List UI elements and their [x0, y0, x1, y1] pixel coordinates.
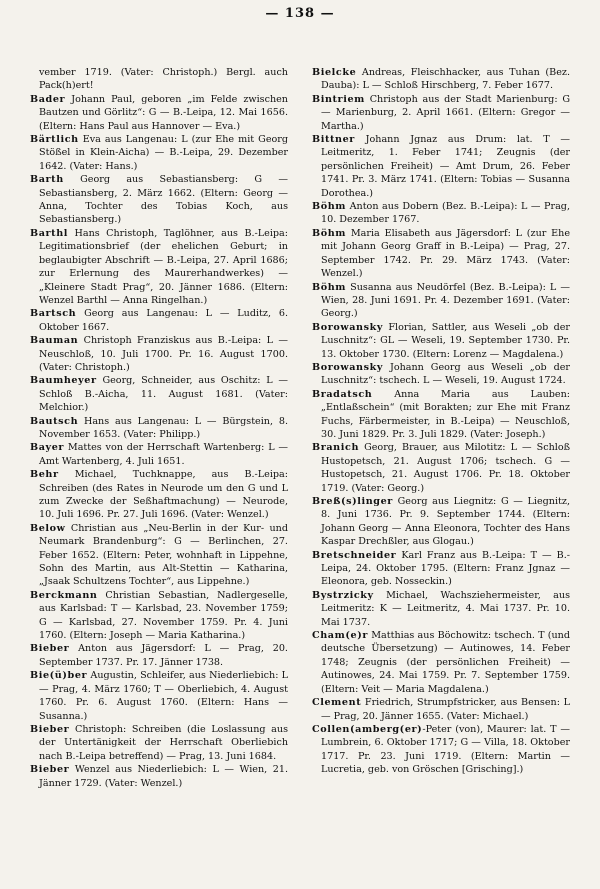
entry-text: Hans Christoph, Taglöhner, aus B.-Leipa: Legitimationsbrief (der ehelichen Geburt; in beglaubigter Abschrift — B.-Leipa, 27. April 1686; zur Erlernung des Maurerhandwerkes) — „Kleinere Stadt Prag“, 20. Jänner 1686. (Eltern: Wenzel Barthl — Anna Ringelhan.) [39, 227, 288, 306]
entry-surname: Borowansky [312, 361, 384, 373]
entry-text: Georg, Brauer, aus Milotitz: L — Schloß Hustopetsch, 21. August 1706; tschech. G — Hustopetsch, 21. August 1706. Pr. 18. Oktober 1719. (Vater: Georg.) [321, 442, 570, 494]
register-entry [30, 173, 288, 227]
entry-surname: Bradatsch [312, 388, 373, 400]
register-entry [30, 93, 288, 133]
entry-surname: Bayer [30, 442, 65, 454]
register-entry [312, 93, 570, 133]
entry-surname: Breß(s)linger [312, 496, 393, 507]
register-entry [30, 66, 288, 93]
entry-text: Karl Franz aus B.-Leipa: T — B.-Leipa, 24. Oktober 1795. (Eltern: Franz Jgnaz — Eleonora, geb. Nosseckin.) [321, 549, 570, 588]
register-entry [30, 669, 288, 723]
entry-surname: Bautsch [30, 415, 79, 427]
register-entry [312, 723, 570, 777]
entry-text: Georg aus Sebastiansberg: G — Sebastiansberg, 2. März 1662. (Eltern: Georg — Anna, Tochter des Tobias Koch, aus Sebastiansberg.) [39, 174, 288, 226]
entry-text: Eva aus Langenau: L (zur Ehe mit Georg Stößel in Klein-Aicha) — B.-Leipa, 29. Dezember 1642. (Vater: Hans.) [39, 134, 288, 172]
entry-text: Andreas, Fleischhacker, aus Tuhan (Bez. Dauba): L — Schloß Hirschberg, 7. Feber 1677. [321, 67, 570, 92]
register-entry [30, 441, 288, 468]
register-entry [312, 549, 570, 589]
entry-surname: Böhm [312, 227, 347, 239]
page-number: — 138 — [265, 6, 335, 21]
entry-surname: Bretschneider [312, 549, 397, 561]
entry-surname: Bittner [312, 134, 355, 146]
entry-surname: Borowansky [312, 321, 384, 333]
entry-text: vember 1719. (Vater: Christoph.) Bergl. auch Pack(h)ert! [39, 67, 288, 92]
entry-surname: Clement [312, 697, 362, 709]
register-entry [30, 468, 288, 522]
entry-surname: Bauman [30, 335, 79, 347]
entry-surname: Bie(ü)ber [30, 670, 88, 682]
entry-surname: Bieber [30, 723, 70, 735]
entry-surname: Collen(amberg(er) [312, 723, 423, 735]
entry-surname: Bieber [30, 643, 70, 655]
entry-text: Georg aus Langenau: L — Luditz, 6. Oktober 1667. [39, 308, 288, 333]
entry-surname: Böhm [312, 201, 347, 213]
entry-text: Hans aus Langenau: L — Bürgstein, 8. November 1653. (Vater: Philipp.) [39, 415, 288, 440]
entry-text: -Peter (von), Maurer: lat. T — Lumbrein, 6. Oktober 1717; G — Villa, 18. Oktober 1717. Pr. 23. Juni 1719. (Eltern: Martin — Lucretia, geb. von Gröschen [Grisching].) [321, 723, 570, 776]
register-entry [312, 281, 570, 321]
right-column [312, 66, 570, 777]
entry-text: Johann Georg aus Weseli „ob der Luschnitz“: tschech. L — Weseli, 19. August 1724. [321, 361, 570, 387]
entry-text: Anton aus Dobern (Bez. B.-Leipa): L — Prag, 10. Dezember 1767. [321, 201, 570, 226]
entry-text: Christian aus „Neu-Berlin in der Kur- und Neumark Brandenburg“: G — Berlinchen, 27. Feber 1652. (Eltern: Peter, wohnhaft in Lippehne, Sohn des Martin, aus Alt-Stettin — Katharina, „Jsaak Schultzens Tochter“, aus Lippehne.) [39, 522, 288, 588]
register-entry [312, 321, 570, 361]
entry-text: Maria Elisabeth aus Jägersdorf: L (zur Ehe mit Johann Georg Graff in B.-Leipa) — Prag, 27. September 1742. Pr. 29. März 1743. (Vater: Wenzel.) [321, 227, 570, 280]
entry-text: Florian, Sattler, aus Weseli „ob der Luschnitz“: GL — Weseli, 19. September 1730. Pr. 13. Oktober 1730. (Eltern: Lorenz — Magdalena.) [321, 321, 570, 360]
entry-surname: Barthl [30, 227, 69, 239]
entry-surname: Bystrzicky [312, 589, 374, 601]
entry-text: Johann Jgnaz aus Drum: lat. T — Leitmeritz, 1. Feber 1741; Zeugnis (der persönlichen Freiheit) — Amt Drum, 26. Feber 1741. Pr. 3. März 1741. (Eltern: Tobias — Susanna Dorothea.) [321, 134, 570, 199]
entry-surname: Baumheyer [30, 375, 97, 387]
register-entry [312, 441, 570, 495]
entry-surname: Bieber [30, 764, 70, 776]
register-entry [30, 133, 288, 173]
entry-surname: Bielcke [312, 67, 357, 78]
entry-text: Susanna aus Neudörfel (Bez. B.-Leipa): L — Wien, 28. Juni 1691. Pr. 4. Dezember 1691. (Vater: Georg.) [321, 281, 570, 320]
entry-text: Anna Maria aus Lauben: „Entlaßschein“ (mit Borakten; zur Ehe mit Franz Fuchs, Färbermeister, in B.-Leipa) — Neuschloß, 30. Juni 1829. Pr. 3. Juli 1829. (Vater: Joseph.) [321, 388, 570, 440]
entry-text: Mattes von der Herrschaft Wartenberg: L — Amt Wartenberg, 4. Juli 1651. [39, 442, 288, 467]
register-entry [312, 361, 570, 388]
register-entry [312, 66, 570, 93]
entry-surname: Branich [312, 442, 360, 454]
register-entry [312, 388, 570, 442]
entry-text: Wenzel aus Niederliebich: L — Wien, 21. Jänner 1729. (Vater: Wenzel.) [39, 764, 288, 789]
entry-text: Johann Paul, geboren „im Felde zwischen Bautzen und Görlitz“: G — B.-Leipa, 12. Mai 1656. (Eltern: Hans Paul aus Hannover — Eva.) [39, 93, 288, 132]
register-entry [30, 763, 288, 790]
entry-surname: Bader [30, 93, 66, 105]
entry-text: Matthias aus Böchowitz: tschech. T (und deutsche Übersetzung) — Autinowes, 14. Feber 1748; Zeugnis (der persönlichen Freiheit) — Autinowes, 24. Mai 1759. Pr. 7. September 1759. (Eltern: Veit — Maria Magdalena.) [321, 630, 570, 695]
entry-surname: Behr [30, 469, 59, 481]
register-entry [30, 723, 288, 763]
entry-surname: Below [30, 522, 66, 534]
entry-text: Georg, Schneider, aus Oschitz: L — Schloß B.-Aicha, 11. August 1681. (Vater: Melchior.) [39, 375, 288, 414]
register-entry [312, 495, 570, 549]
entry-text: Christoph Franziskus aus B.-Leipa: L — Neuschloß, 10. Juli 1700. Pr. 16. August 1700. (Vater: Christoph.) [39, 335, 288, 373]
entry-surname: Böhm [312, 281, 347, 293]
register-entry [312, 696, 570, 723]
register-entry [30, 334, 288, 374]
entry-surname: Barth [30, 174, 64, 186]
register-entry [30, 589, 288, 643]
entry-text: Georg aus Liegnitz: G — Liegnitz, 8. Juni 1736. Pr. 9. September 1744. (Eltern: Johann Georg — Anna Eleonora, Tochter des Hans Kaspar Drechßler, aus Glogau.) [321, 496, 570, 548]
entry-text: Christoph: Schreiben (die Loslassung aus der Untertänigkeit der Herrschaft Oberliebich nach B.-Leipa betreffend) — Prag, 13. Juni 1684. [39, 723, 288, 762]
register-entry [312, 227, 570, 281]
entry-text: Anton aus Jägersdorf: L — Prag, 20. September 1737. Pr. 17. Jänner 1738. [39, 643, 288, 668]
register-entry [30, 642, 288, 669]
entry-text: Christoph aus der Stadt Marienburg: G — Marienburg, 2. April 1661. (Eltern: Gregor — Martha.) [321, 93, 570, 132]
register-entry [30, 307, 288, 334]
left-column [30, 66, 288, 790]
entry-text: Christian Sebastian, Nadlergeselle, aus Karlsbad: T — Karlsbad, 23. November 1759; G — Karlsbad, 27. November 1759. Pr. 4. Juni 1760. (Eltern: Joseph — Maria Katharina.) [39, 589, 288, 642]
register-entry [30, 415, 288, 442]
entry-surname: Bintriem [312, 93, 365, 105]
entry-text: Augustin, Schleifer, aus Niederliebich: L — Prag, 4. März 1760; T — Oberliebich, 4. August 1760. Pr. 6. August 1760. (Eltern: Hans — Susanna.) [39, 670, 288, 722]
register-entry [30, 374, 288, 414]
entry-text: Michael, Wachsziehermeister, aus Leitmeritz: K — Leitmeritz, 4. Mai 1737. Pr. 10. Mai 1737. [321, 589, 570, 628]
register-entry [312, 133, 570, 200]
entry-text: Michael, Tuchknappe, aus B.-Leipa: Schreiben (des Rates in Neurode um den G und L zum Zwecke der Seßhaftmachung) — Neurode, 10. Juli 1696. Pr. 27. Juli 1696. (Vater: Wenzel.) [39, 469, 288, 521]
entry-text: Friedrich, Strumpfstricker, aus Bensen: L — Prag, 20. Jänner 1655. (Vater: Michael.) [321, 697, 570, 722]
register-entry [312, 200, 570, 227]
entry-surname: Berckmann [30, 589, 98, 601]
register-entry [30, 522, 288, 589]
register-entry [30, 227, 288, 307]
register-entry [312, 629, 570, 696]
entry-surname: Cham(e)r [312, 630, 369, 642]
register-entry [312, 589, 570, 629]
entry-surname: Bärtlich [30, 134, 79, 146]
entry-surname: Bartsch [30, 308, 77, 320]
